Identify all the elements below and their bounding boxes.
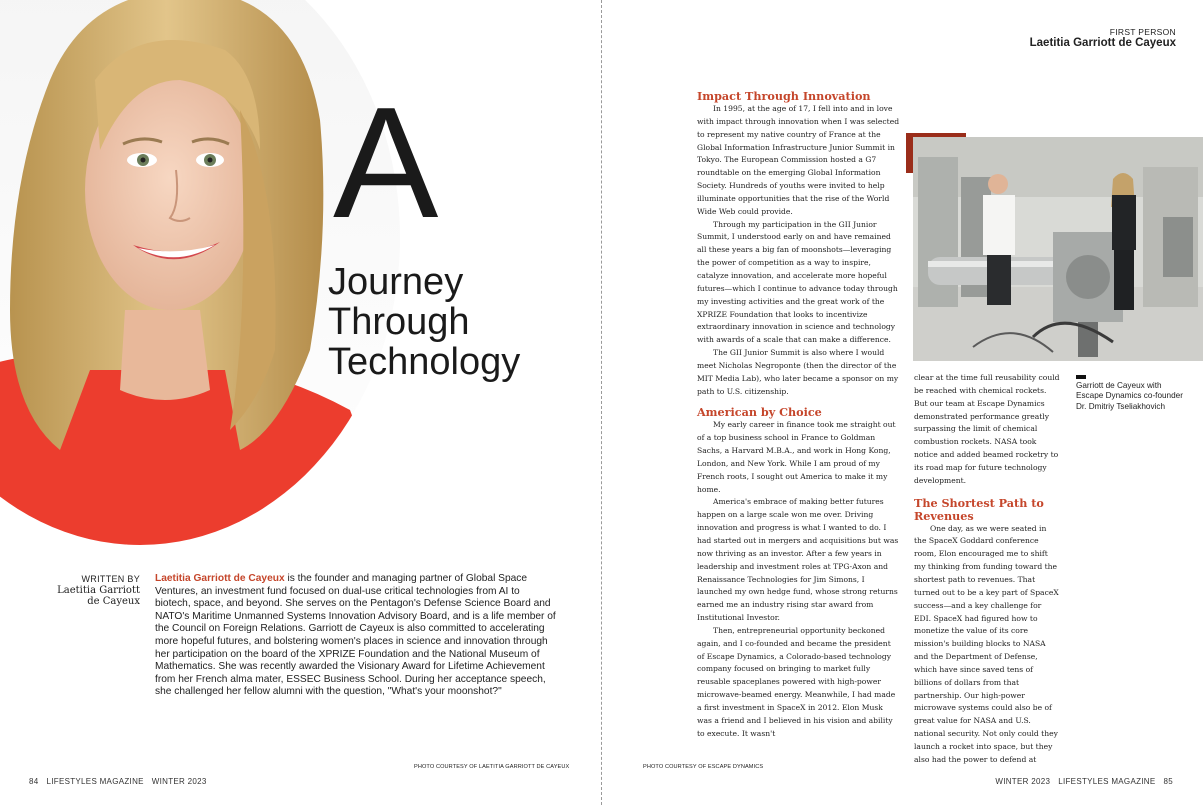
author-bio <box>155 573 558 699</box>
page-gutter <box>601 0 602 805</box>
subheading: American by Choice <box>697 405 822 420</box>
byline-author: de Cayeux <box>87 596 140 607</box>
photo-credit-left: PHOTO COURTESY OF LAETITIA GARRIOTT DE CAYEUX <box>414 764 570 770</box>
photo-caption: Garriott de Cayeux with Escape Dynamics co-founder Dr. Dmitriy Tseliakhovich <box>1076 381 1183 411</box>
page-number: 84 <box>29 777 39 786</box>
subheading: Impact Through Innovation <box>697 89 871 103</box>
title-line: Through <box>328 301 470 343</box>
issue-date: WINTER 2023 <box>995 777 1051 786</box>
magazine-name: LIFESTYLES MAGAZINE <box>46 777 144 786</box>
title-big-letter: A <box>333 75 439 251</box>
photo-credit-right: PHOTO COURTESY OF ESCAPE DYNAMICS <box>643 764 764 770</box>
byline-author: Laetitia Garriott <box>57 585 140 596</box>
title-line: Technology <box>328 341 521 383</box>
folio-right <box>995 777 1173 786</box>
section-author: Laetitia Garriott de Cayeux <box>1029 37 1176 49</box>
paragraph: One day, as we were seated in the SpaceX Goddard conference room, Elon encouraged me to shift my thinking from funding toward the shortest path to revenues. That turned out to be a key part of SpaceX success—and a key challenge for EDI. SpaceX had figured how to monetize the value of its core mission's building blocks to NASA and the Department of Defense, which have since saved tens of billions of dollars from that partnership. Our high-power microwave systems could also be of great value for NASA and U.S. national security. Not only could they launch a rocket into space, but they also had the power to defend at <box>914 523 1059 764</box>
paragraph: Then, entrepreneurial opportunity beckoned again, and I co-founded and became the president of Escape Dynamics, a Colorado-based technology company focused on bringing to market fully reusable spaceplanes powered with high-power microwave-beamed energy. Meanwhile, I had made a first investment in SpaceX in 2012. Elon Musk was a friend and I believed in his vision and ability to execute. It wasn't <box>697 625 896 738</box>
bio-author-name: Laetitia Garriott de Cayeux <box>155 573 285 584</box>
byline-label: WRITTEN BY <box>81 574 140 584</box>
paragraph: Through my participation in the GII Junior Summit, I understood early on and have remained all these years a big fan of moonshots—leveraging the power of competition as a way to inspire, catalyze innovation, and accelerate more hopeful futures—which I continue to advance today through my investing activities and the great work of the XPRIZE Foundation that looks to incentivize extraordinary innovation in science and technology with awards of a scale that can make a difference. <box>697 219 898 345</box>
paragraph: In 1995, at the age of 17, I fell into and in love with impact through innovation when I was selected to represent my native country of France at the Global Information Infrastructure Junior Summit in Tokyo. The European Commission hosted a G7 roundtable on the emerging Global Information Society. Hundreds of youths were invited to help illuminate opportunities that the rise of the World Wide Web could provide. <box>697 104 900 216</box>
paragraph: clear at the time full reusability could be reached with chemical rockets. But our team at Escape Dynamics demonstrated performance greatly surpassing the limit of chemical combustion rockets. NASA took notice and added beamed rocketry to its road map for future technology development. <box>914 373 1060 485</box>
folio-left <box>29 777 215 786</box>
article-column-1 <box>697 90 900 741</box>
paragraph: My early career in finance took me straight out of a top business school in France to Goldman Sachs, a Harvard M.B.A., and work in Hong Kong, London, and New York. While I am proud of my French roots, I sought out America to make it my home. <box>697 420 896 494</box>
section-label: FIRST PERSON <box>1109 27 1176 37</box>
page-number: 85 <box>1163 777 1173 786</box>
subheading: The Shortest Path to Revenues <box>914 495 1044 523</box>
byline <box>40 574 140 607</box>
lab-photo <box>913 137 1203 361</box>
bio-text: is the founder and managing partner of Global Space Ventures, an investment fund focused on dual-use critical technologies from AI to biotech, space, and beyond. She serves on the Pentagon's Defense Science Board and NATO's Maritime Unmanned Systems Innovation Advisory Board, and is a life member of the Council on Foreign Relations. Garriott de Cayeux is also committed to accelerating more hopeful futures, and bolstering women's places in science and innovation through her participation on the board of the XPRIZE Foundation and the National Museum of Mathematics. She was recently awarded the Visionary Award for Lifetime Achievement from her French alma mater, ESSEC Business School. During her acceptance speech, she challenged her fellow alumni with the question, "What's your moonshot?" <box>155 573 556 698</box>
paragraph: The GII Junior Summit is also where I would meet Nicholas Negroponte (then the director of the MIT Media Lab), who later became a sponsor on my path to U.S. citizenship. <box>697 348 899 396</box>
issue-date: WINTER 2023 <box>151 777 207 786</box>
caption-marker <box>1076 375 1086 379</box>
article-column-2 <box>914 372 1060 767</box>
magazine-name: LIFESTYLES MAGAZINE <box>1058 777 1156 786</box>
article-title <box>328 262 588 382</box>
section-header <box>1030 27 1176 49</box>
title-line: Journey <box>328 261 464 303</box>
paragraph: America's embrace of making better futures happen on a large scale won me over. Driving innovation and progress is what I wanted to do. I had started out in mergers and acquisitions but was now thriving as an investor. After a few years in leadership and investment roles at TPG-Axon and Renaissance Technologies for Jim Simons, I launched my own hedge fund, whose strong returns earned me an industry rising star award from Institutional Investor. <box>697 497 899 623</box>
